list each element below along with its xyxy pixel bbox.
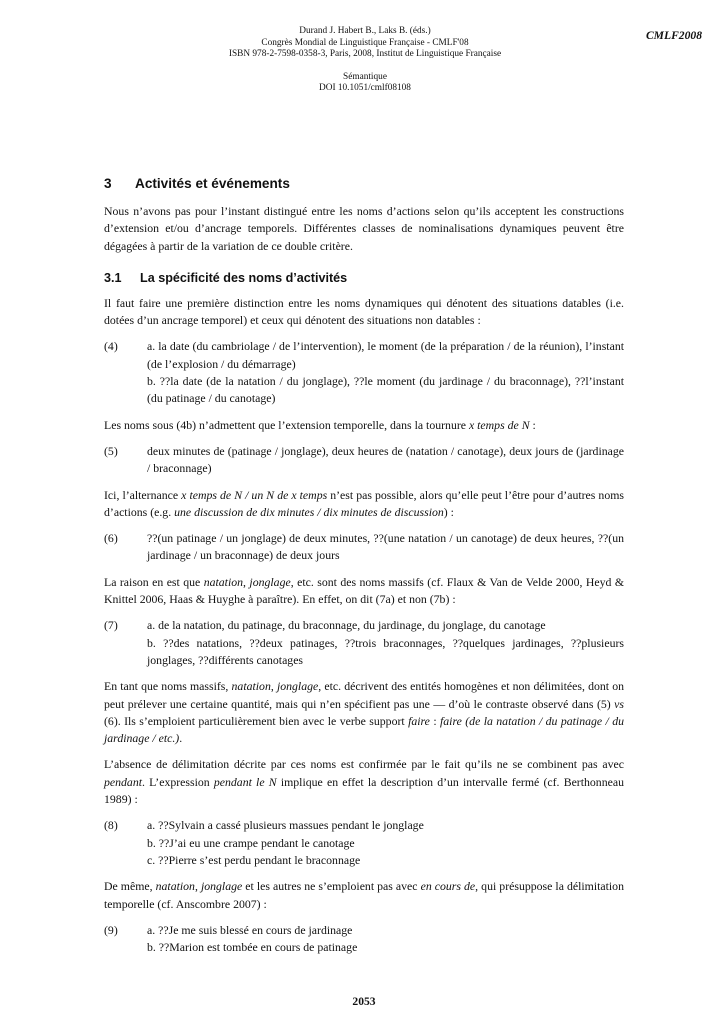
header-isbn: ISBN 978-2-7598-0358-3, Paris, 2008, Institut de Linguistique Française	[228, 49, 502, 60]
example-8	[104, 817, 624, 869]
header-editors: Durand J. Habert B., Laks B. (éds.)	[299, 26, 431, 36]
italic-run: pendant le N	[213, 774, 277, 789]
example-7	[104, 617, 624, 669]
text-run: , etc. décrivent des entités homogènes et non délimitées, dont on peut prélever une certaine quantité, mais qui n’en spécifient pas une — d’où le contraste observé dans (5)	[104, 679, 624, 711]
italic-run: x temps de N	[468, 417, 530, 432]
example-line-a: a. de la natation, du patinage, du braconnage, du jardinage, du jonglage, du canotage	[147, 618, 546, 633]
text-run: ,	[194, 879, 201, 894]
italic-run: natation	[231, 679, 271, 694]
text-run: implique en effet la description d’un intervalle fermé (cf. Berthonneau 1989) :	[104, 774, 624, 807]
italic-run: jonglage	[276, 679, 319, 694]
text-run: n’est pas possible, alors qu’elle peut l’être pour d’autres noms d’actions (e.g.	[104, 487, 624, 519]
italic-run: natation	[155, 879, 195, 894]
text-run: :	[529, 417, 536, 432]
paragraph-5	[104, 574, 624, 609]
italic-run: jonglage	[200, 879, 243, 894]
text-run: Ici, l’alternance	[104, 487, 182, 502]
section-heading	[104, 176, 624, 191]
italic-run: faire (de la natation / du patinage / du jardinage / etc.)	[104, 713, 624, 746]
header-category: Sémantique	[343, 71, 387, 82]
italic-run: faire	[408, 713, 430, 728]
header-doi: DOI 10.1051/cmlf08108	[319, 83, 411, 94]
italic-run: en cours de	[420, 879, 476, 894]
text-run: .	[179, 731, 183, 746]
header-conference: Congrès Mondial de Linguistique Française - CMLF'08	[261, 37, 469, 48]
example-line-b: b. ??Marion est tombée en cours de patinage	[147, 940, 358, 955]
example-5	[104, 443, 624, 478]
example-number: (8)	[104, 818, 118, 833]
text-run: ,	[270, 679, 277, 694]
paragraph-2: Il faut faire une première distinction entre les noms dynamiques qui dénotent des situations datables (i.e. dotées d’un ancrage temporel) et ceux qui dénotent des situations non datables :	[104, 295, 624, 328]
section-title: Activités et événements	[135, 176, 290, 191]
text-run: ,	[243, 574, 250, 589]
text-run: :	[429, 713, 440, 728]
italic-run: jonglage	[249, 574, 291, 589]
page-number: 2053	[352, 995, 376, 1008]
text-run: L’absence de délimitation décrite par ces noms est confirmée par le fait qu’ils ne se combinent pas avec	[104, 757, 624, 772]
example-body	[147, 338, 624, 407]
main-content	[104, 176, 624, 965]
paragraph-8	[104, 878, 624, 913]
subsection-number: 3.1	[104, 270, 122, 285]
paragraph-7	[104, 756, 624, 808]
page-header	[140, 26, 590, 95]
text-run: , etc. sont des noms massifs (cf. Flaux & Van de Velde 2000, Heyd & Knittel 2006, Haas & Huyghe à paraître). En effet, on dit (7a) et non (7b) :	[104, 574, 625, 607]
example-line-a: a. la date (du cambriolage / de l’intervention), le moment (de la préparation / de la réunion), l’instant (de l’explosion / du démarrage)	[147, 339, 624, 371]
text-run: (6). Ils s’emploient particulièrement bien avec le verbe support	[104, 713, 409, 728]
header-spacer	[140, 61, 590, 72]
text-run: En tant que noms massifs,	[104, 679, 232, 694]
paragraph-4	[104, 487, 624, 522]
example-body	[147, 922, 624, 957]
section-number: 3	[104, 176, 112, 191]
subsection-title: La spécificité des noms d’activités	[140, 270, 348, 285]
example-body	[147, 443, 624, 478]
example-body	[147, 530, 624, 565]
example-number: (9)	[104, 922, 118, 937]
example-body	[147, 617, 624, 669]
example-line-b: b. ??des natations, ??deux patinages, ??trois braconnages, ??quelques jardinages, ??plusieurs jonglages, ??différents canotages	[147, 635, 624, 667]
text-run: et les autres ne s’emploient pas avec	[242, 879, 421, 894]
example-text: deux minutes de (patinage / jonglage), deux heures de (natation / canotage), deux jours de (jardinage / braconnage)	[147, 443, 624, 476]
italic-run: une discussion de dix minutes / dix minutes de discussion	[174, 504, 444, 519]
example-4	[104, 338, 624, 407]
example-number: (4)	[104, 339, 118, 354]
example-number: (5)	[104, 443, 118, 458]
example-line-b: b. ??J’ai eu une crampe pendant le canotage	[147, 835, 355, 850]
paragraph-3	[104, 417, 624, 434]
italic-run: pendant	[104, 774, 143, 789]
subsection-heading	[104, 271, 624, 285]
text-run: Les noms sous (4b) n’admettent que l’extension temporelle, dans la tournure	[104, 417, 469, 432]
example-line-b: b. ??la date (de la natation / du jonglage), ??le moment (du jardinage / du braconnage), ??l’instant (du patinage / du canotage)	[147, 374, 624, 406]
example-body	[147, 817, 624, 869]
italic-run: x temps de N / un N de x temps	[181, 487, 328, 502]
conference-tag: CMLF2008	[645, 29, 702, 42]
example-9	[104, 922, 624, 957]
example-text: ??(un patinage / un jonglage) de deux minutes, ??(une natation / un canotage) de deux heures, ??(un jardinage / un braconnage) de deux jours	[147, 531, 624, 563]
example-6	[104, 530, 624, 565]
text-run: La raison en est que	[104, 574, 204, 589]
paragraph-1: Nous n’avons pas pour l’instant distingué entre les noms d’actions selon qu’ils acceptent les constructions d’extension et/ou d’ancrage temporels. Différentes classes de nominalisations dynamiques peuvent être dégagées à partir de la variation de ce double critère.	[104, 204, 624, 253]
example-line-a: a. ??Je me suis blessé en cours de jardinage	[147, 922, 353, 937]
example-number: (6)	[104, 531, 118, 546]
text-run: , qui présuppose la délimitation temporelle (cf. Anscombre 2007) :	[104, 879, 624, 911]
italic-run: vs	[614, 696, 624, 711]
example-line-c: c. ??Pierre s’est perdu pendant le braconnage	[147, 852, 361, 867]
italic-run: natation	[203, 574, 244, 589]
text-run: ) :	[443, 504, 454, 519]
paragraph-6	[104, 678, 624, 747]
example-number: (7)	[104, 618, 118, 633]
text-run: . L’expression	[142, 774, 214, 789]
example-line-a: a. ??Sylvain a cassé plusieurs massues pendant le jonglage	[147, 818, 424, 833]
text-run: De même,	[104, 879, 156, 894]
